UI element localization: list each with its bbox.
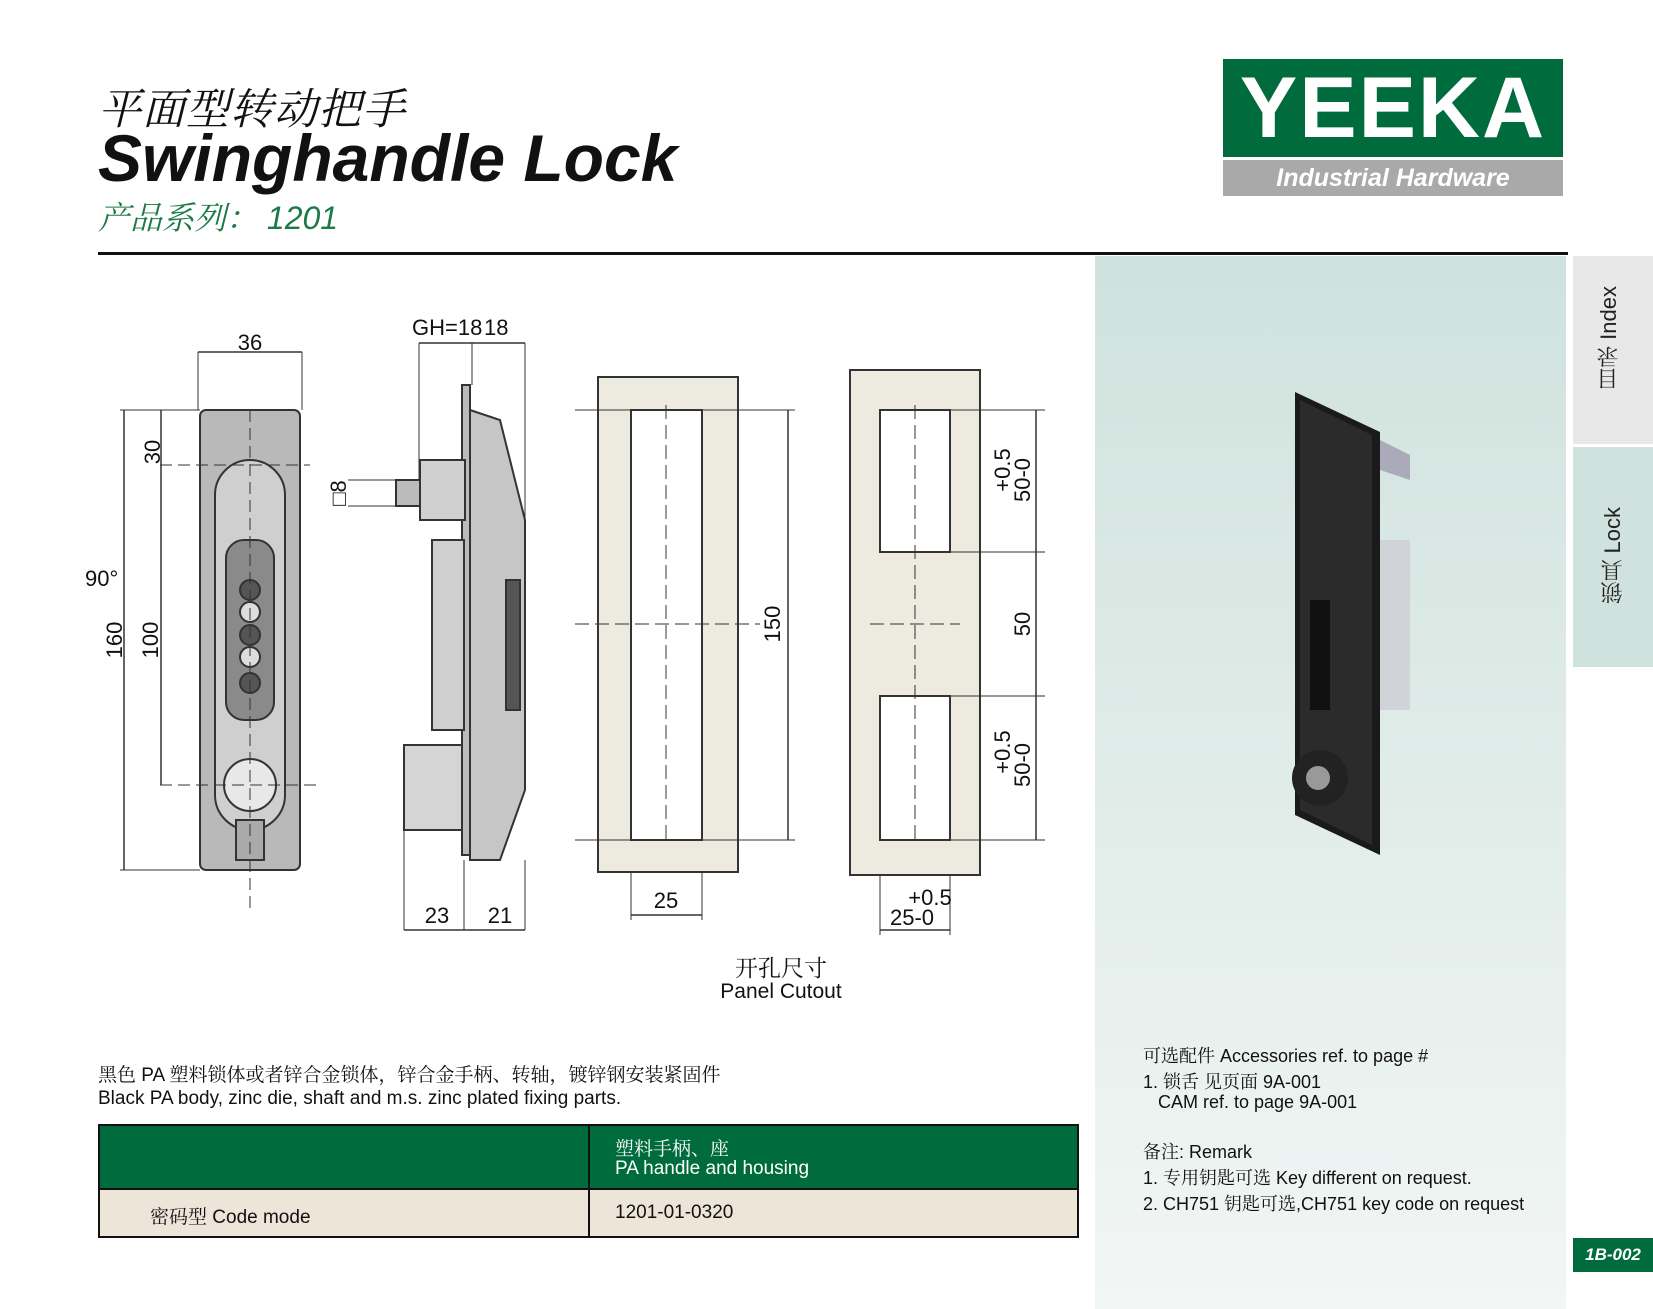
dim-gh: GH=18 bbox=[412, 315, 483, 340]
remark-item1: 1. 专用钥匙可选 Key different on request. bbox=[1143, 1168, 1472, 1188]
accessories-item1-en: CAM ref. to page 9A-001 bbox=[1158, 1092, 1358, 1112]
dim-bottom-23: 23 bbox=[424, 903, 450, 928]
panel-cutout-1 bbox=[575, 377, 795, 920]
product-series: 产品系列： 1201 bbox=[98, 200, 339, 236]
title-chinese: 平面型转动把手 bbox=[98, 86, 406, 134]
table-divider bbox=[588, 1126, 590, 1236]
tab-lock-label: 锁具 Lock bbox=[1600, 507, 1625, 604]
cutout-label-cn: 开孔尺寸 bbox=[735, 955, 827, 981]
dim-tol-2: +0.5 bbox=[990, 730, 1015, 774]
accessories-item1: 1. 锁舌 见页面 9A-001 bbox=[1143, 1072, 1322, 1092]
dim-gh2: 18 bbox=[484, 315, 509, 340]
dim-square: □8 bbox=[326, 480, 351, 506]
table-cell-code: 1201-01-0320 bbox=[615, 1202, 734, 1223]
product-table bbox=[98, 1124, 1079, 1238]
description-en: Black PA body, zinc die, shaft and m.s. zinc plated fixing parts. bbox=[98, 1088, 622, 1109]
table-header-en: PA handle and housing bbox=[615, 1158, 810, 1179]
dim-mid-50: 50 bbox=[1010, 611, 1035, 637]
dim-width-36: 36 bbox=[237, 330, 263, 355]
description-cn: 黑色 PA 塑料锁体或者锌合金锁体，锌合金手柄、转轴，镀锌钢安装紧固件 bbox=[98, 1065, 721, 1086]
remark-item2: 2. CH751 钥匙可选,CH751 key code on request bbox=[1143, 1194, 1525, 1214]
dim-total-160: 160 bbox=[102, 621, 127, 659]
tab-index-label: 目录 Index bbox=[1596, 286, 1621, 390]
dim-h1: 50-0 bbox=[1010, 457, 1035, 503]
dim-top-30: 30 bbox=[140, 439, 165, 465]
page-number: 1B-002 bbox=[1573, 1238, 1653, 1272]
product-photo bbox=[1292, 392, 1410, 855]
panel-cutout-2 bbox=[850, 370, 1045, 935]
brand-subtitle: Industrial Hardware bbox=[1223, 160, 1563, 196]
dim-cutout-width: 25 bbox=[653, 888, 679, 913]
accessories-title: 可选配件 Accessories ref. to page # bbox=[1143, 1046, 1429, 1066]
cutout-label-en: Panel Cutout bbox=[720, 980, 842, 1003]
brand-logo: YEEKA bbox=[1239, 60, 1547, 156]
dim-tol-1: +0.5 bbox=[990, 448, 1015, 492]
remark-title: 备注: Remark bbox=[1143, 1142, 1253, 1162]
dim-cutout-height: 150 bbox=[760, 605, 785, 643]
page-title: Swinghandle Lock bbox=[98, 121, 678, 195]
dim-bottom-21: 21 bbox=[487, 903, 513, 928]
side-view bbox=[348, 343, 525, 930]
dim-h2: 50-0 bbox=[1010, 742, 1035, 788]
dim-width-tol: +0.5 bbox=[908, 885, 952, 910]
dim-middle-100: 100 bbox=[138, 621, 163, 659]
table-header-cn: 塑料手柄、座 bbox=[615, 1139, 730, 1160]
table-cell-mode: 密码型 Code mode bbox=[150, 1207, 311, 1228]
dim-width-25: 25-0 bbox=[889, 905, 935, 930]
dim-rotation: 90° bbox=[85, 566, 119, 591]
